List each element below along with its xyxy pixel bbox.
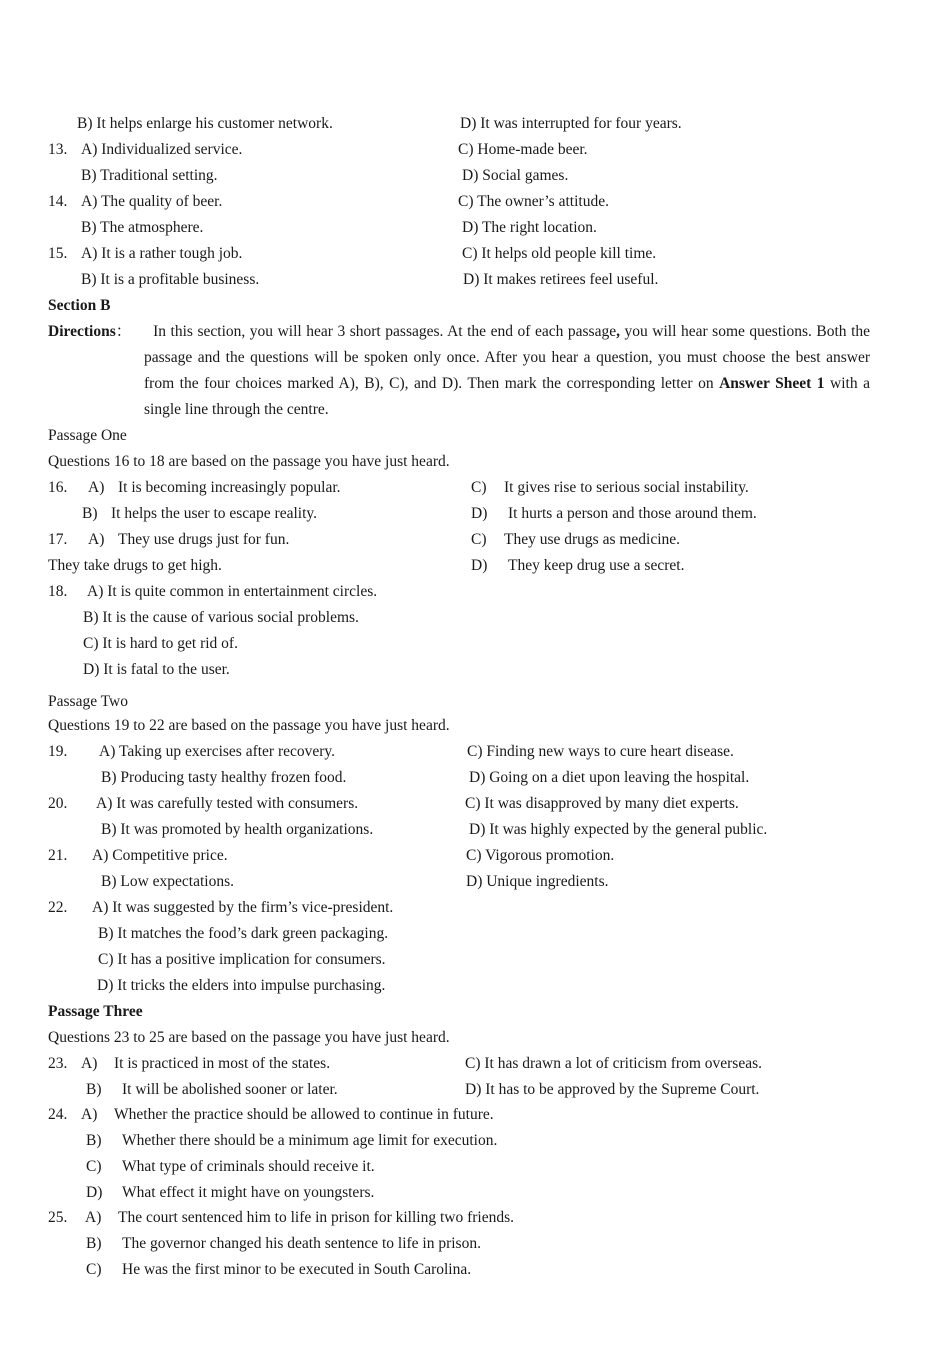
q14-option-b: B) The atmosphere. <box>81 219 204 236</box>
q17-letter-a: A) <box>88 531 105 548</box>
q18-option-a: A) It is quite common in entertainment circles. <box>87 583 378 600</box>
q18-option-b: B) It is the cause of various social problems. <box>83 609 359 626</box>
q25-letter-b: B) <box>86 1235 102 1252</box>
q17-letter-c: C) <box>471 531 487 548</box>
directions-comma: , <box>616 323 620 340</box>
q15-option-d: D) It makes retirees feel useful. <box>463 271 659 288</box>
q18-number: 18. <box>48 583 68 600</box>
q19-option-d: D) Going on a diet upon leaving the hospital. <box>469 769 750 786</box>
q17-option-c: They use drugs as medicine. <box>504 531 681 548</box>
q14-option-c: C) The owner’s attitude. <box>458 193 609 210</box>
q16-option-a: It is becoming increasingly popular. <box>118 479 341 496</box>
q13-option-d: D) Social games. <box>462 167 569 184</box>
directions-part-3: with a single line through the centre. <box>144 375 870 418</box>
q25-option-c: He was the first minor to be executed in South Carolina. <box>122 1261 472 1278</box>
q24-letter-a: A) <box>81 1106 98 1123</box>
q20-option-b: B) It was promoted by health organizations. <box>101 821 374 838</box>
q22-option-d: D) It tricks the elders into impulse purchasing. <box>97 977 386 994</box>
q13-option-a: A) Individualized service. <box>81 141 243 158</box>
q22-number: 22. <box>48 899 68 916</box>
q16-option-b: It helps the user to escape reality. <box>111 505 318 522</box>
q17-option-d: They keep drug use a secret. <box>508 557 685 574</box>
q16-number: 16. <box>48 479 68 496</box>
q15-option-c: C) It helps old people kill time. <box>462 245 657 262</box>
passage-one-title: Passage One <box>48 427 127 444</box>
directions-colon: ： <box>115 323 132 340</box>
q21-option-b: B) Low expectations. <box>101 873 235 890</box>
q25-number: 25. <box>48 1209 68 1226</box>
q16-letter-c: C) <box>471 479 487 496</box>
passage-three-intro: Questions 23 to 25 are based on the passage you have just heard. <box>48 1029 450 1046</box>
q15-option-a: A) It is a rather tough job. <box>81 245 243 262</box>
q23-option-d: D) It has to be approved by the Supreme Court. <box>465 1081 760 1098</box>
q14-number: 14. <box>48 193 68 210</box>
q14-option-d: D) The right location. <box>462 219 597 236</box>
q24-letter-c: C) <box>86 1158 102 1175</box>
q12-option-b: B) It helps enlarge his customer network. <box>77 115 333 132</box>
directions-part-2: you will hear some questions. Both the passage and the questions will be spoken only once. After you hear a question, you must choose the best answer from the four choices marked A), B), C), and D). Then mark the corresponding letter on <box>144 323 871 392</box>
q23-number: 23. <box>48 1055 68 1072</box>
q23-letter-a: A) <box>81 1055 98 1072</box>
q17-number: 17. <box>48 531 68 548</box>
q25-option-b: The governor changed his death sentence to life in prison. <box>122 1235 481 1252</box>
q22-option-c: C) It has a positive implication for consumers. <box>98 951 386 968</box>
directions-text <box>144 319 870 423</box>
q12-option-d: D) It was interrupted for four years. <box>460 115 682 132</box>
q20-option-a: A) It was carefully tested with consumers. <box>96 795 359 812</box>
q24-option-c: What type of criminals should receive it. <box>122 1158 375 1175</box>
passage-one-intro: Questions 16 to 18 are based on the passage you have just heard. <box>48 453 450 470</box>
q23-option-a: It is practiced in most of the states. <box>114 1055 331 1072</box>
q13-option-b: B) Traditional setting. <box>81 167 218 184</box>
q18-option-d: D) It is fatal to the user. <box>83 661 230 678</box>
q18-option-c: C) It is hard to get rid of. <box>83 635 238 652</box>
q21-option-d: D) Unique ingredients. <box>466 873 609 890</box>
q15-option-b: B) It is a profitable business. <box>81 271 260 288</box>
q16-letter-d: D) <box>471 505 488 522</box>
q14-option-a: A) The quality of beer. <box>81 193 223 210</box>
passage-two-title: Passage Two <box>48 693 128 710</box>
q22-option-b: B) It matches the food’s dark green packaging. <box>98 925 389 942</box>
q19-option-a: A) Taking up exercises after recovery. <box>99 743 336 760</box>
q24-option-d: What effect it might have on youngsters. <box>122 1184 375 1201</box>
q24-letter-b: B) <box>86 1132 102 1149</box>
q25-letter-a: A) <box>85 1209 102 1226</box>
q17-letter-d: D) <box>471 557 488 574</box>
q19-option-c: C) Finding new ways to cure heart disease. <box>467 743 734 760</box>
q24-option-a: Whether the practice should be allowed to continue in future. <box>114 1106 494 1123</box>
q23-option-c: C) It has drawn a lot of criticism from overseas. <box>465 1055 762 1072</box>
section-b-title: Section B <box>48 297 111 314</box>
q21-option-a: A) Competitive price. <box>92 847 228 864</box>
directions-part-1: In this section, you will hear 3 short passages. At the end of each passage <box>153 323 617 340</box>
directions-label <box>48 322 131 342</box>
q24-option-b: Whether there should be a minimum age limit for execution. <box>122 1132 498 1149</box>
q24-letter-d: D) <box>86 1184 103 1201</box>
q21-number: 21. <box>48 847 68 864</box>
q16-letter-b: B) <box>82 505 98 522</box>
q17-option-a: They use drugs just for fun. <box>118 531 290 548</box>
answer-sheet-ref: Answer Sheet 1 <box>719 375 825 392</box>
q22-option-a: A) It was suggested by the firm’s vice-president. <box>92 899 394 916</box>
q16-option-c: It gives rise to serious social instability. <box>504 479 749 496</box>
q13-option-c: C) Home-made beer. <box>458 141 588 158</box>
q19-number: 19. <box>48 743 68 760</box>
passage-two-intro: Questions 19 to 22 are based on the passage you have just heard. <box>48 717 450 734</box>
q16-letter-a: A) <box>88 479 105 496</box>
q17-option-b: They take drugs to get high. <box>48 557 222 574</box>
directions-label-text: Directions <box>48 323 116 340</box>
q16-option-d: It hurts a person and those around them. <box>508 505 757 522</box>
q13-number: 13. <box>48 141 68 158</box>
q19-option-b: B) Producing tasty healthy frozen food. <box>101 769 347 786</box>
q21-option-c: C) Vigorous promotion. <box>466 847 615 864</box>
q24-number: 24. <box>48 1106 68 1123</box>
q23-letter-b: B) <box>86 1081 102 1098</box>
q20-number: 20. <box>48 795 68 812</box>
q25-letter-c: C) <box>86 1261 102 1278</box>
passage-three-title: Passage Three <box>48 1003 143 1020</box>
q20-option-c: C) It was disapproved by many diet experts. <box>465 795 739 812</box>
q25-option-a: The court sentenced him to life in prison for killing two friends. <box>118 1209 515 1226</box>
q20-option-d: D) It was highly expected by the general public. <box>469 821 768 838</box>
q15-number: 15. <box>48 245 68 262</box>
q23-option-b: It will be abolished sooner or later. <box>122 1081 338 1098</box>
